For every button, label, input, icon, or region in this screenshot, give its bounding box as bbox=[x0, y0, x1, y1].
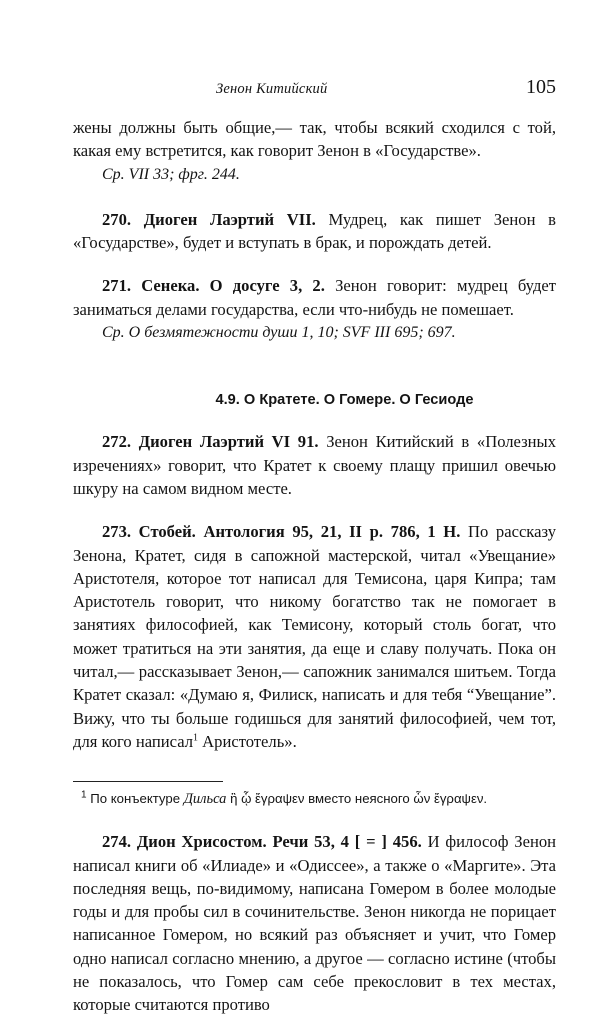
footnote-text-a: По конъектуре bbox=[86, 791, 184, 807]
fragment-270-source: 270. Диоген Лаэртий VII. bbox=[102, 209, 316, 229]
fragment-274-text: И философ Зенон написал книги об «Илиаде» и «Одиссее», а также о «Маргите». Эта последняя вещь, по-видимому, написана Гомером в более молодые годы и для пробы сил в сочинительстве. Зенон никогда не порицает написанное Гомером, но всякий раз объясняет и учит, что Гомер одно написал согласно мнению, а другое — согласно истине (чтобы не показалось, что Гомер сам себе прекословит в тех местах, которые считаются противо bbox=[73, 832, 557, 1015]
continued-reference: Ср. VII 33; фрг. 244. bbox=[102, 165, 240, 183]
footnote-mark: 1 bbox=[81, 789, 87, 801]
fragment-273-source: 273. Стобей. Антология 95, 21, II р. 786, 1 Н. bbox=[102, 522, 461, 542]
fragment-272 bbox=[73, 430, 556, 500]
section-title: 4.9. О Кратете. О Гомере. О Гесиоде bbox=[215, 392, 474, 409]
fragment-273 bbox=[73, 520, 556, 753]
fragment-270-text: Мудрец, как пишет Зенон в «Государстве», будет и вступать в брак, и порождать детей. bbox=[73, 209, 556, 253]
fragment-271-text: Зенон говорит: мудрец будет заниматься делами государства, если что-нибудь не помешает. bbox=[73, 276, 556, 319]
fragment-274-source: 274. Дион Хрисостом. Речи 53, 4 [ = ] 456. bbox=[102, 832, 422, 852]
fragment-272-text: Зенон Китийский в «Полезных изречениях» говорит, что Кратет к своему плащу пришил овечью шкуру на самом видном месте. bbox=[73, 432, 557, 498]
book-page bbox=[73, 0, 556, 1017]
page-header bbox=[73, 76, 556, 116]
fragment-273-text: По рассказу Зенона, Кратет, сидя в сапожной мастерской, читал «Увещание» Аристотеля, которое тот написал для Темисона, царя Кипра; там Аристотель говорит, что никому богатство так не помогает в занятиях философией, как Темисону, который столь богат, что может тратиться на эти занятия, да еще и славу получать. Пока он читал,— рассказывает Зенон,— сапожник занимался шитьем. Тогда Кратет сказал: «Думаю я, Филиск, написать и для тебя “Увещание”. Вижу, что ты больше годишься для занятий философией, чем тот, для кого написал bbox=[73, 522, 556, 751]
footnote bbox=[73, 790, 556, 808]
footnote-divider bbox=[73, 781, 223, 782]
fragment-274 bbox=[73, 830, 556, 1016]
fragment-271-source: 271. Сенека. О досуге 3, 2. bbox=[102, 276, 325, 296]
page-number: 105 bbox=[526, 76, 556, 98]
fragment-270 bbox=[73, 208, 556, 255]
fragment-271 bbox=[73, 274, 556, 321]
fragment-273-text-end: Аристотель». bbox=[198, 731, 297, 751]
continued-paragraph: жены должны быть общие,— так, чтобы всякий сходился с той, какая ему встретится, как говорит Зенон в «Государстве». bbox=[73, 118, 556, 161]
footnote-text-b: ἣ ᾧ ἔγραψεν вместо неясного ὧν ἔγραψεν. bbox=[226, 791, 488, 807]
fragment-272-source: 272. Диоген Лаэртий VI 91. bbox=[102, 432, 319, 452]
footnote-author: Дильса bbox=[183, 791, 227, 808]
running-head: Зенон Китийский bbox=[216, 81, 328, 97]
footnote-reference-mark: 1 bbox=[193, 732, 199, 744]
fragment-271-reference: Ср. О безмятежности души 1, 10; SVF III 695; 697. bbox=[102, 324, 456, 342]
